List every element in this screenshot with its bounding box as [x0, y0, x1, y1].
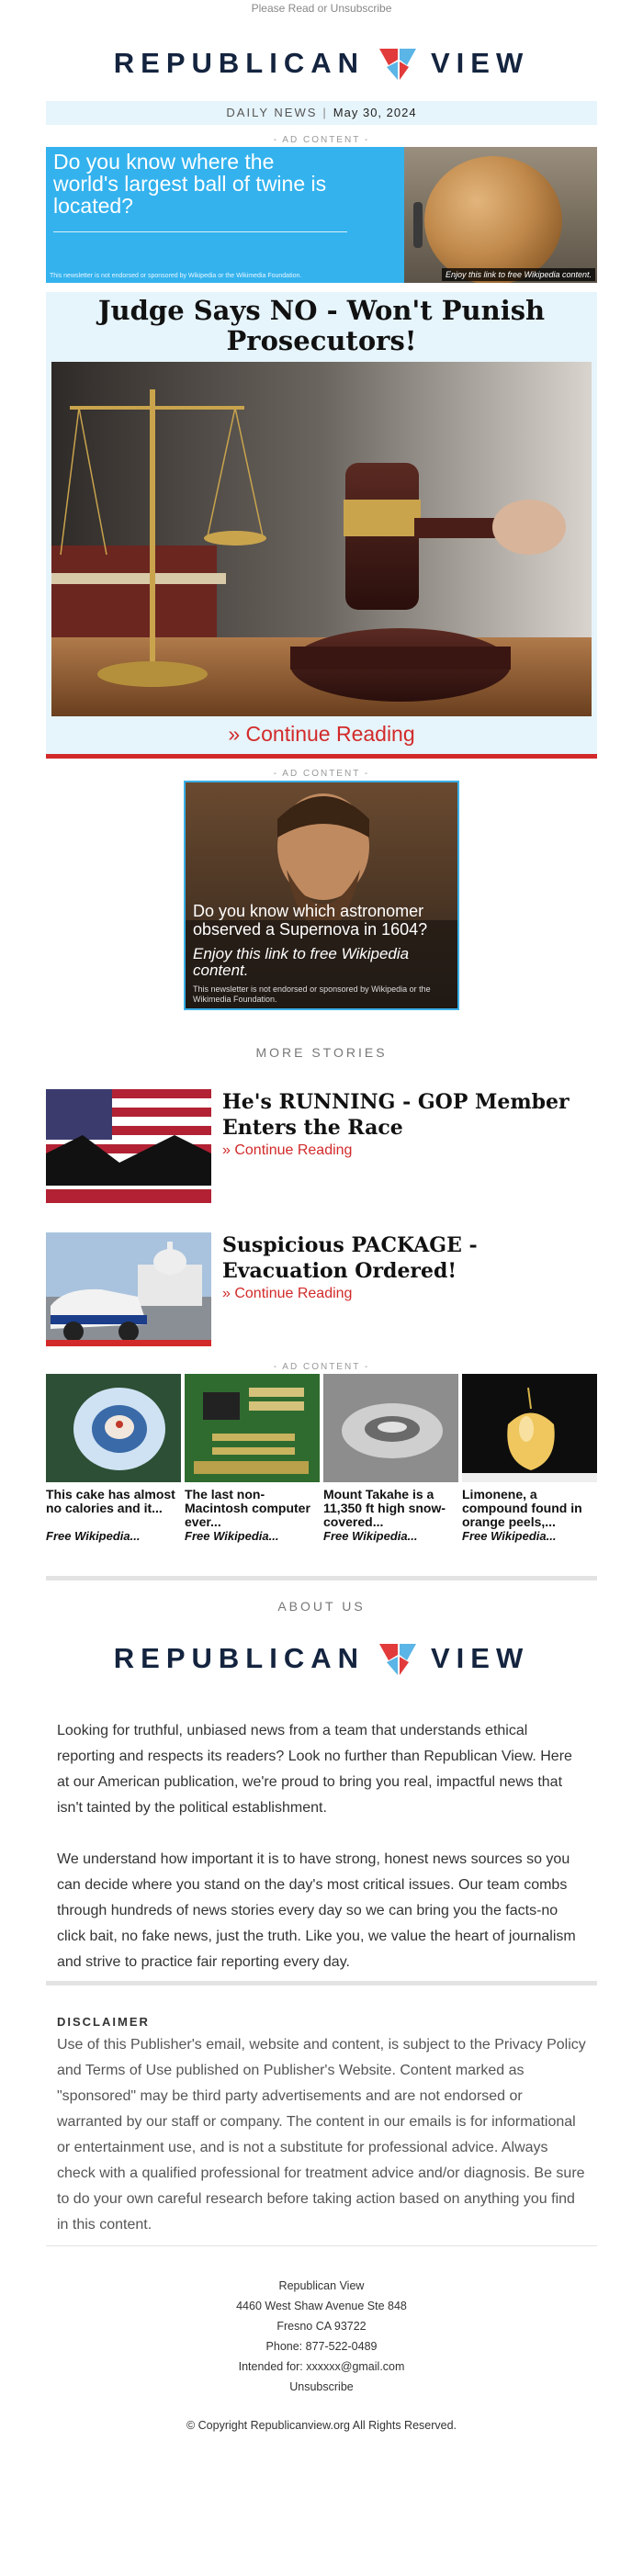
- footer-intended: Intended for: xxxxxx@gmail.com: [238, 2360, 405, 2373]
- ad-label: - AD CONTENT -: [273, 135, 370, 145]
- ad-banner-rule: [53, 231, 347, 232]
- logo-word-right: VIEW: [431, 1642, 530, 1674]
- ad-square-question: Do you know which astronomer observed a Supernova in 1604?: [193, 902, 428, 939]
- lemon-illustration: [462, 1374, 597, 1482]
- footer-company: Republican View: [278, 2279, 365, 2292]
- brand-logo[interactable]: [46, 37, 597, 90]
- about-section: [46, 1718, 597, 1975]
- twine-photo: [404, 147, 597, 283]
- person-silhouette: [413, 202, 423, 248]
- story-text: [211, 1232, 597, 1302]
- about-paragraph-1: Looking for truthful, unbiased news from a team that understands ethical reporting and respects its readers? Look no further than Republican View. Here at our American publication, we're proud to bring you real, impactful news that isn't tainted by the political establishment.: [57, 1723, 572, 1816]
- logo-word-left: REPUBLICAN: [113, 1642, 365, 1674]
- ad-square-disclaimer: This newsletter is not endorsed or sponsored by Wikipedia or the Wikimedia Foundation.: [193, 984, 431, 1004]
- ad-label: - AD CONTENT -: [273, 769, 370, 779]
- email-container: [46, 0, 597, 2435]
- ad-banner-disclaimer: This newsletter is not endorsed or sponsored by Wikipedia or the Wikimedia Foundation.: [50, 273, 302, 279]
- cake-image: [46, 1374, 181, 1482]
- ad-grid-source: Free Wikipedia...: [462, 1529, 557, 1543]
- ad-grid-source: Free Wikipedia...: [323, 1529, 418, 1543]
- footer-rule: [46, 2245, 597, 2246]
- story-item[interactable]: [46, 1232, 597, 1346]
- ad-grid-card[interactable]: [323, 1374, 458, 1543]
- dateline-date: May 30, 2024: [333, 106, 417, 119]
- story-item[interactable]: [46, 1089, 597, 1203]
- motherboard-image: [185, 1374, 320, 1482]
- footer-copyright: © Copyright Republicanview.org All Rights Reserved.: [186, 2419, 457, 2432]
- footer-address-2: Fresno CA 93722: [276, 2320, 367, 2333]
- brand-logo-footer[interactable]: [46, 1632, 597, 1685]
- story-text: [211, 1089, 597, 1159]
- dateline-separator: |: [322, 106, 328, 119]
- story-headline[interactable]: He's RUNNING - GOP Member Enters the Race: [222, 1090, 570, 1140]
- ad-banner-question: Do you know where the world's largest ball of twine is located?: [53, 150, 327, 218]
- hero-continue-reading[interactable]: » Continue Reading: [228, 722, 415, 746]
- logo-word-left: REPUBLICAN: [113, 47, 365, 79]
- section-divider: [46, 1981, 597, 1985]
- mountain-image: [323, 1374, 458, 1482]
- ad-banner-caption: Enjoy this link to free Wikipedia content.: [442, 268, 595, 281]
- logo-mark-icon: [378, 1640, 418, 1677]
- ad-grid-title: Limonene, a compound found in orange peels,...: [462, 1488, 582, 1529]
- footer: [46, 2276, 597, 2435]
- mountain-aerial-illustration: [323, 1374, 458, 1482]
- logo-mark-icon: [378, 45, 418, 82]
- cake-plate-illustration: [46, 1374, 181, 1482]
- footer-unsubscribe-link[interactable]: Unsubscribe: [289, 2380, 354, 2393]
- hero-image-gavel[interactable]: [51, 362, 592, 716]
- dateline: [46, 101, 597, 125]
- ad-grid-card[interactable]: [462, 1374, 597, 1543]
- twine-ball-image: [424, 156, 562, 283]
- footer-address-1: 4460 West Shaw Avenue Ste 848: [236, 2300, 407, 2312]
- ad-grid-title: The last non-Macintosh computer ever...: [185, 1488, 310, 1529]
- ad-grid-card[interactable]: [185, 1374, 320, 1543]
- story-thumb-police: [46, 1232, 211, 1346]
- unsubscribe-top-link[interactable]: Please Read or Unsubscribe: [251, 2, 392, 15]
- story-continue-reading[interactable]: » Continue Reading: [222, 1286, 353, 1301]
- limonene-image: [462, 1374, 597, 1482]
- ad-square-astronomer[interactable]: [184, 781, 459, 1010]
- logo-word-right: VIEW: [431, 47, 530, 79]
- hero-headline[interactable]: Judge Says NO - Won't Punish Prosecutors!: [97, 295, 546, 356]
- ad-grid-source: Free Wikipedia...: [185, 1529, 279, 1543]
- preheader: [46, 0, 597, 37]
- police-capitol-image: [46, 1232, 211, 1346]
- footer-phone: Phone: 877-522-0489: [265, 2340, 378, 2353]
- story-thumb-flag: [46, 1089, 211, 1203]
- story-continue-reading[interactable]: » Continue Reading: [222, 1142, 353, 1158]
- section-divider: [46, 1576, 597, 1580]
- flag-handshake-image: [46, 1089, 211, 1203]
- gavel-scales-illustration: [51, 362, 592, 716]
- ad-square-caption: Enjoy this link to free Wikipedia content.: [193, 945, 410, 979]
- disclaimer-title: DISCLAIMER: [57, 2015, 150, 2029]
- about-title: ABOUT US: [277, 1599, 366, 1614]
- ad-banner-twine[interactable]: [46, 147, 597, 283]
- ad-grid-title: Mount Takahe is a 11,350 ft high snow-covered...: [323, 1488, 446, 1529]
- ad-label: - AD CONTENT -: [273, 1362, 370, 1372]
- ad-grid-source: Free Wikipedia...: [46, 1529, 141, 1543]
- disclaimer-section: [46, 2015, 597, 2238]
- ad-grid: [46, 1374, 597, 1543]
- ad-grid-card[interactable]: [46, 1374, 181, 1543]
- motherboard-illustration: [185, 1374, 320, 1482]
- about-paragraph-2: We understand how important it is to have strong, honest news sources so you can decide where you stand on the day's most critical issues. Our team combs through hundreds of news stories every day so we can bring you the facts-no click bait, no fake news, just the truth. Like you, we value the heart of journalism and strive to practice fair reporting every day.: [57, 1851, 576, 1970]
- hero-story: [46, 292, 597, 759]
- more-stories-title: MORE STORIES: [255, 1045, 388, 1060]
- story-headline[interactable]: Suspicious PACKAGE - Evacuation Ordered!: [222, 1233, 478, 1283]
- dateline-label: DAILY NEWS: [226, 106, 318, 119]
- ad-grid-title: This cake has almost no calories and it...: [46, 1488, 175, 1515]
- disclaimer-text: Use of this Publisher's email, website and content, is subject to the Privacy Policy and Terms of Use published on Publisher's Website. Content marked as "sponsored" may be third party advertisements and are not endorsed or warranted by our staff or company. The content in our emails is for informational or entertainment use, and is not a substitute for professional advice. Always check with a qualified professional for treatment advice and/or diagnosis. Be sure to do your own careful research before taking action based on anything you find in this content.: [57, 2037, 586, 2233]
